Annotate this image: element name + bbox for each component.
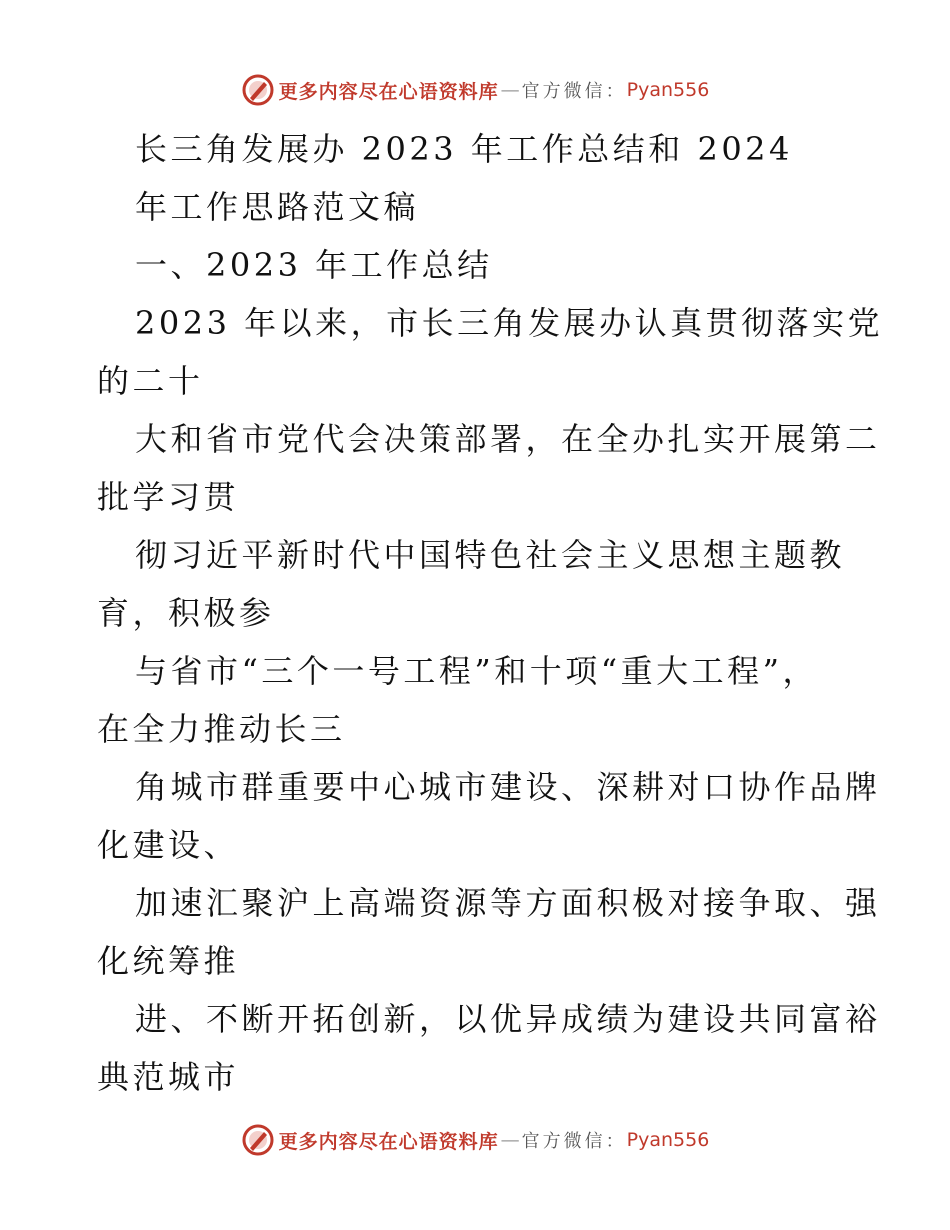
watermark-header — [0, 70, 950, 110]
text-line: 角城市群重要中心城市建设、深耕对口协作品牌 — [135, 768, 881, 806]
text-line: 的二十 — [97, 362, 204, 400]
watermark-title: 更多内容尽在心语资料库 — [278, 80, 499, 103]
text-line: 化统筹推 — [97, 942, 240, 980]
watermark-separator: — — [500, 1129, 520, 1151]
text-line: 长三角发展办 2023 年工作总结和 2024 — [135, 130, 793, 168]
pen-logo-icon — [241, 1123, 275, 1157]
pen-logo-icon — [241, 73, 275, 107]
text-line: 进、不断开拓创新，以优异成绩为建设共同富裕 — [135, 1000, 881, 1038]
text-line: 大和省市党代会决策部署，在全办扎实开展第二 — [135, 420, 881, 458]
text-line: 在全力推动长三 — [97, 710, 346, 748]
text-line: 化建设、 — [97, 826, 240, 864]
watermark-separator: — — [500, 79, 520, 101]
watermark-title: 更多内容尽在心语资料库 — [278, 1130, 499, 1153]
watermark-official-label: 官方微信： — [521, 1131, 627, 1152]
text-line: 与省市“三个一号工程”和十项“重大工程”， — [135, 652, 818, 690]
text-line: 典范城市 — [97, 1058, 240, 1096]
watermark-handle: Pyan556 — [626, 1129, 710, 1151]
text-line: 育，积极参 — [97, 594, 275, 632]
text-line: 一、2023 年工作总结 — [135, 246, 493, 284]
watermark-footer — [0, 1120, 950, 1160]
text-line: 2023 年以来，市长三角发展办认真贯彻落实党 — [135, 304, 884, 342]
text-line: 批学习贯 — [97, 478, 240, 516]
text-line: 加速汇聚沪上高端资源等方面积极对接争取、强 — [135, 884, 881, 922]
watermark-handle: Pyan556 — [626, 79, 710, 101]
document-body — [97, 120, 884, 1106]
text-line: 年工作思路范文稿 — [135, 188, 420, 226]
text-line: 彻习近平新时代中国特色社会主义思想主题教 — [135, 536, 846, 574]
watermark-official-label: 官方微信： — [521, 81, 627, 102]
